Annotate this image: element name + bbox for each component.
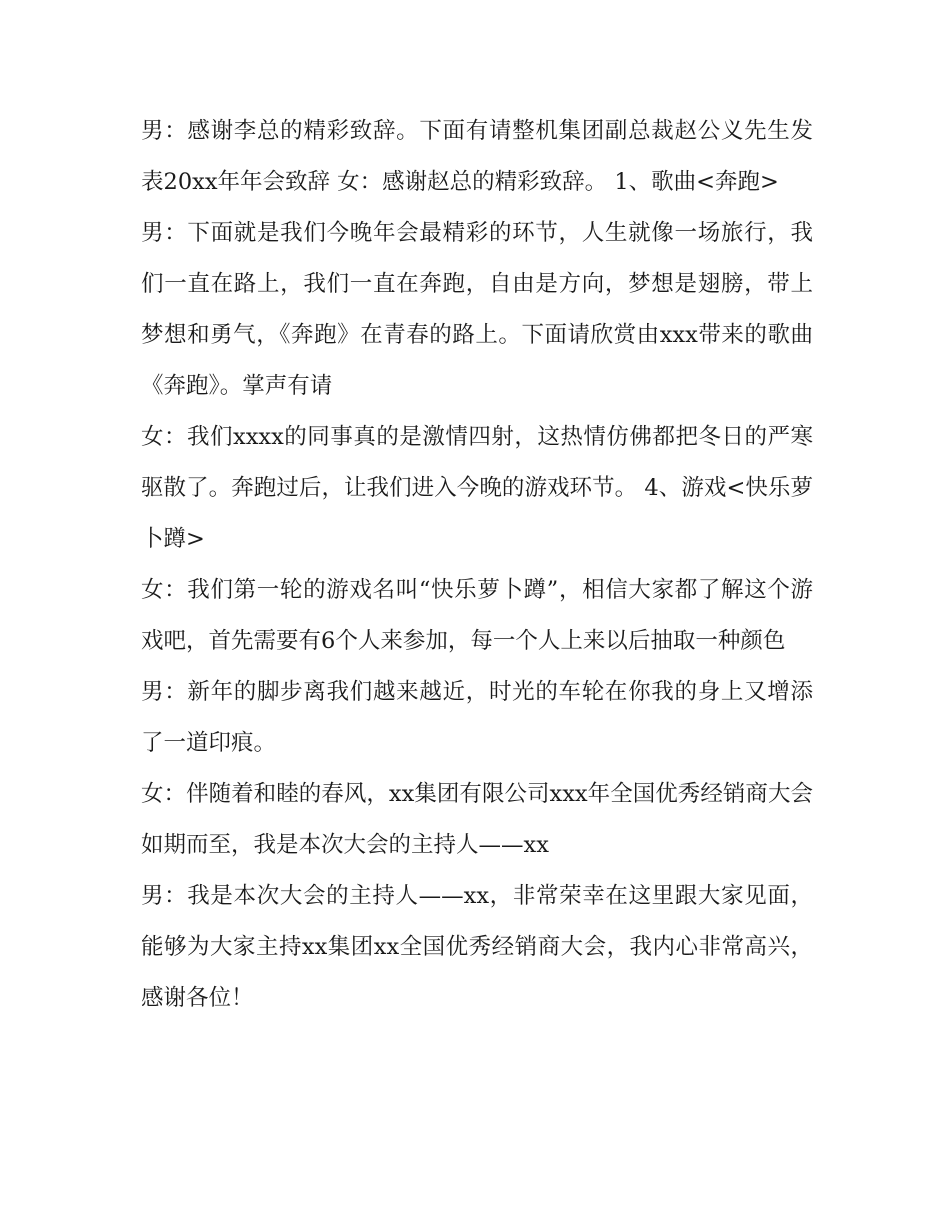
paragraph: 男：下面就是我们今晚年会最精彩的环节，人生就像一场旅行，我们一直在路上，我们一直在奔跑，自由是方向，梦想是翅膀，带上梦想和勇气，《奔跑》在青春的路上。下面请欣赏由xxx带来的歌曲《奔跑》。掌声有请 [141, 220, 813, 399]
paragraph: 男：我是本次大会的主持人——xx，非常荣幸在这里跟大家见面，能够为大家主持xx集团xx全国优秀经销商大会，我内心非常高兴，感谢各位！ [141, 883, 813, 1011]
document-body [141, 106, 813, 1024]
paragraph: 女：我们第一轮的游戏名叫“快乐萝卜蹲”，相信大家都了解这个游戏吧，首先需要有6个人来参加，每一个人上来以后抽取一种颜色 [141, 577, 813, 654]
paragraph: 女：伴随着和睦的春风，xx集团有限公司xxx年全国优秀经销商大会如期而至，我是本次大会的主持人——xx [141, 781, 813, 858]
paragraph: 男：感谢李总的精彩致辞。下面有请整机集团副总裁赵公义先生发表20xx年年会致辞 女：感谢赵总的精彩致辞。 1、歌曲<奔跑> [141, 118, 813, 195]
paragraph: 女：我们xxxx的同事真的是激情四射，这热情仿佛都把冬日的严寒驱散了。奔跑过后，让我们进入今晚的游戏环节。 4、游戏<快乐萝卜蹲> [141, 424, 813, 552]
paragraph: 男：新年的脚步离我们越来越近，时光的车轮在你我的身上又增添了一道印痕。 [141, 679, 813, 756]
